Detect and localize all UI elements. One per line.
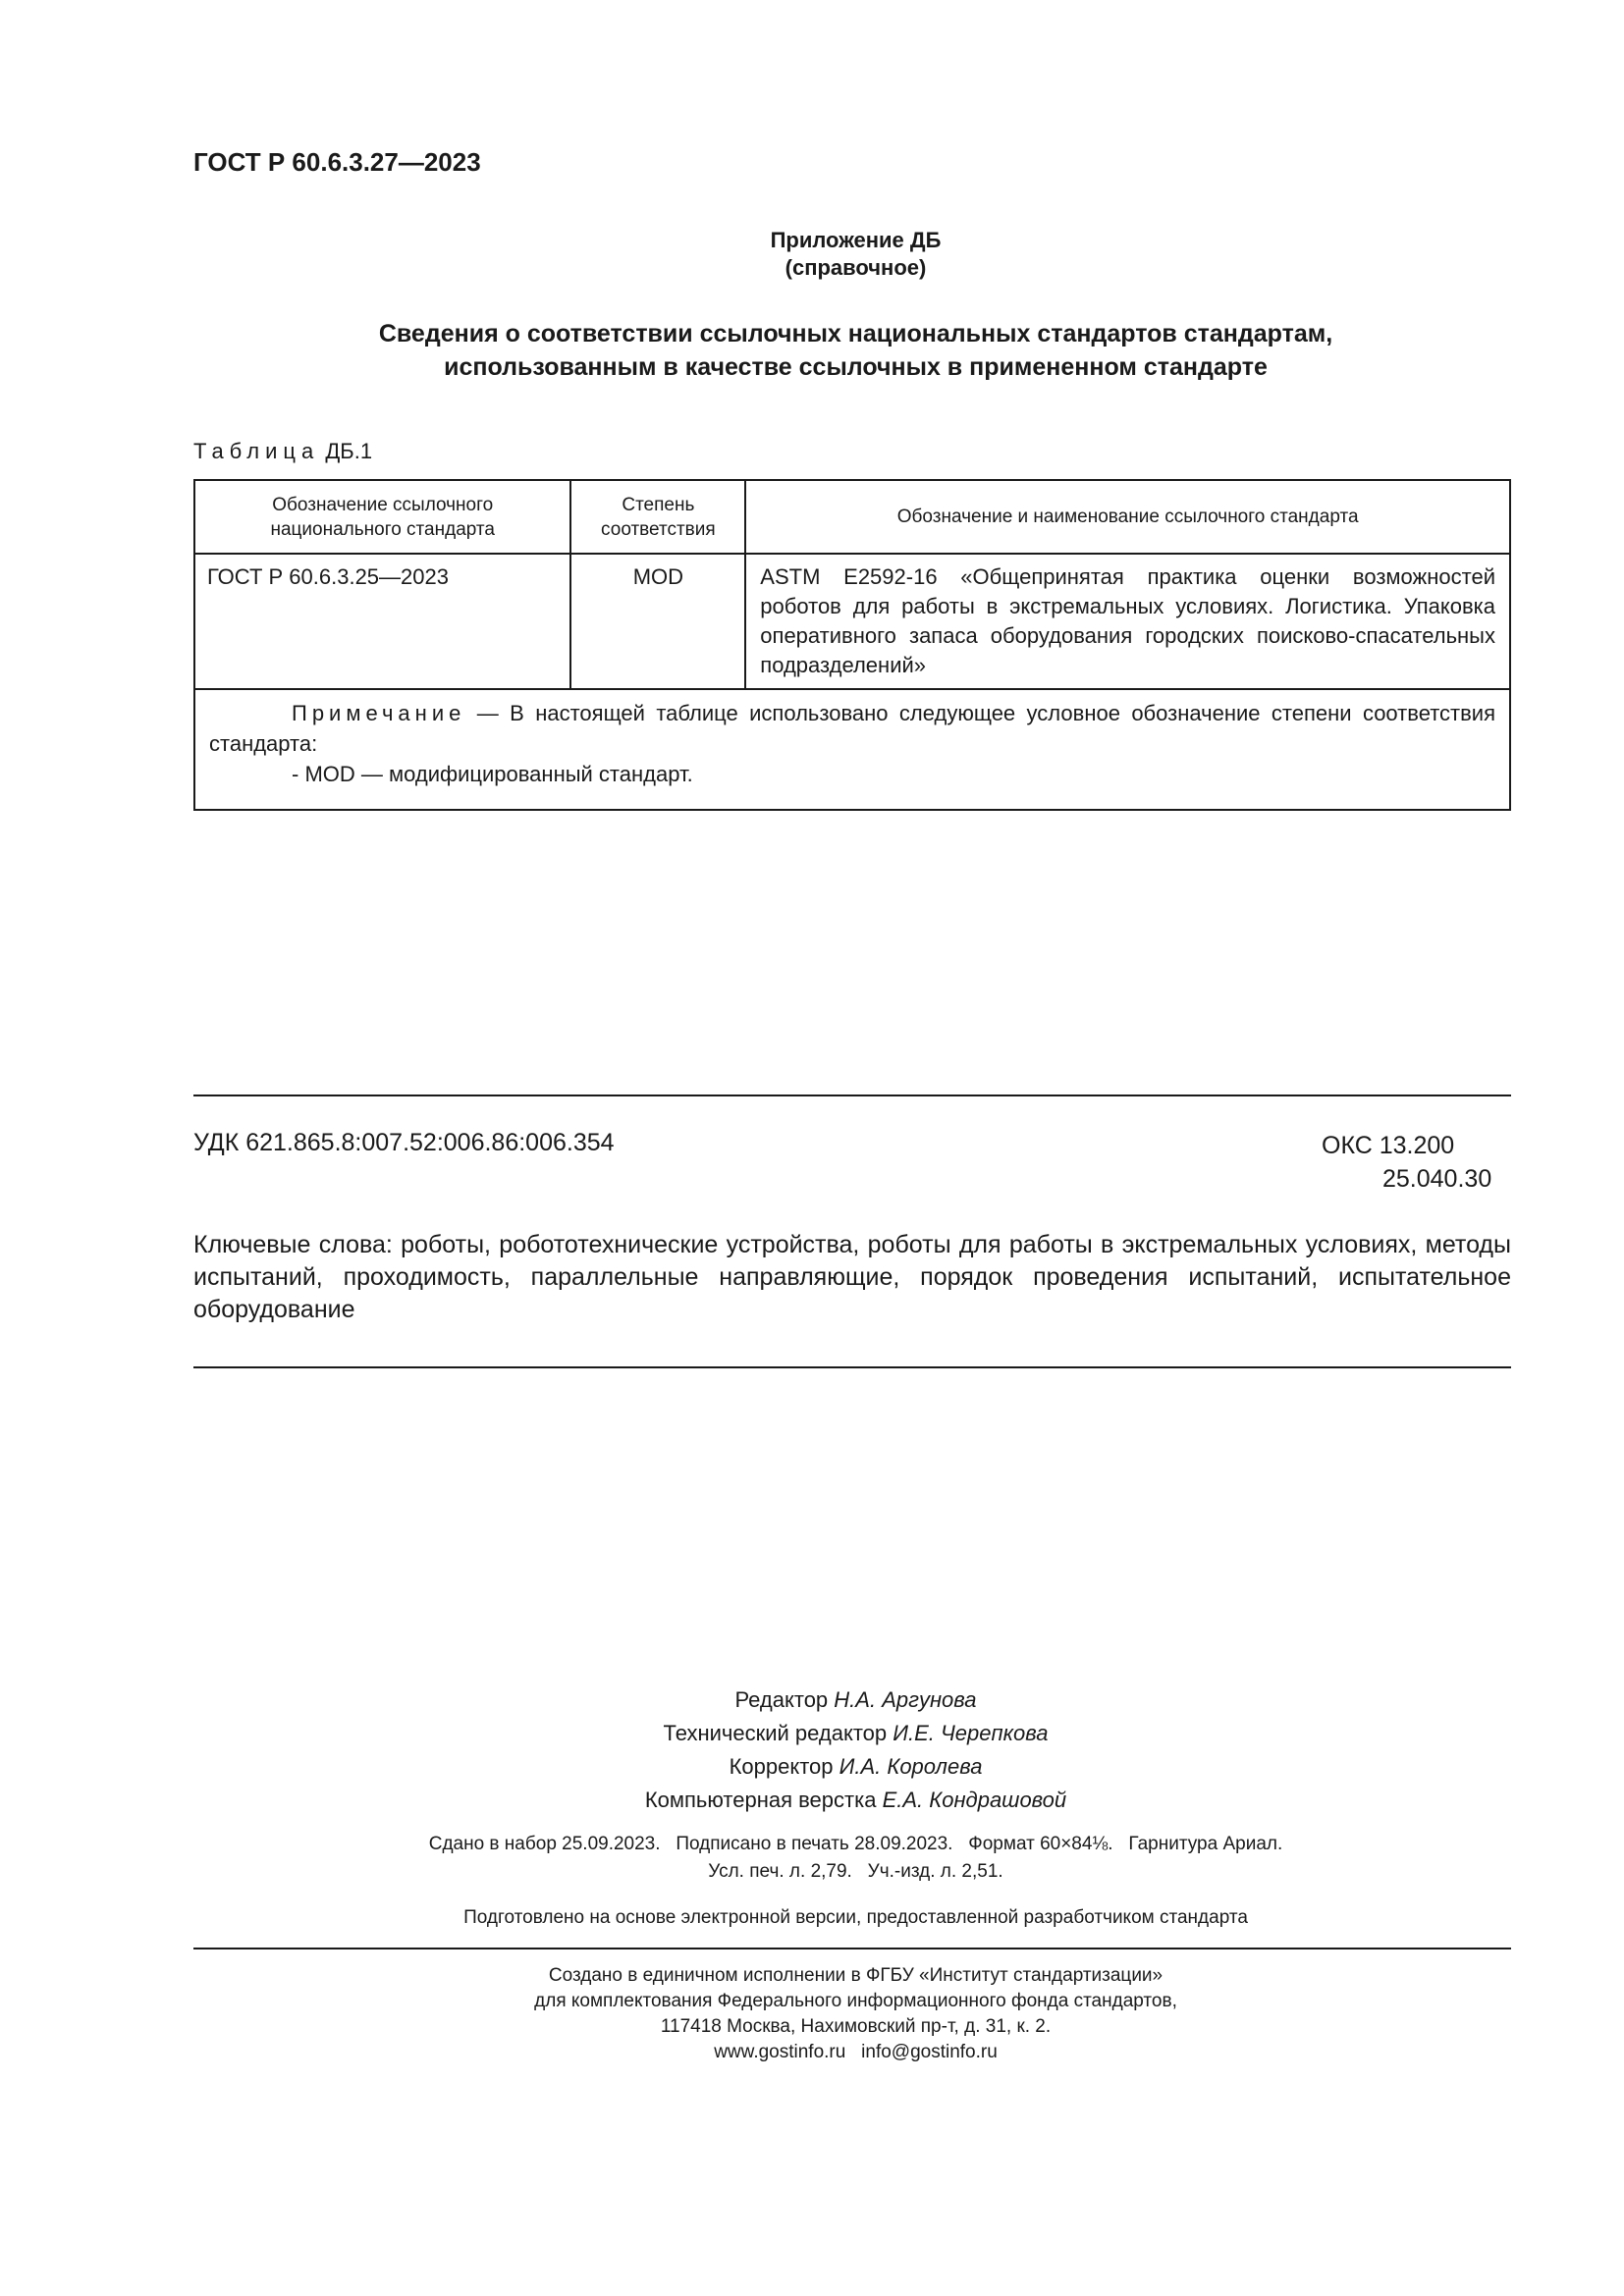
header-national-standard: [194, 480, 570, 554]
keywords: Ключевые слова: роботы, робототехнические устройства, роботы для работы в экстремальных условиях, методы испытаний, проходимость, параллельные направляющие, порядок проведения испытаний, испытательное оборудование: [193, 1231, 1511, 1323]
credit-corrector: [193, 1750, 1518, 1784]
oks-line2: 25.040.30: [1382, 1165, 1492, 1193]
print-info-line1: Сдано в набор 25.09.2023. Подписано в печать 28.09.2023. Формат 60×84⅛. Гарнитура Ариал.: [428, 1834, 1283, 1854]
credit-corrector-role: Корректор: [729, 1754, 839, 1779]
header-col2-line2: соответствия: [601, 518, 716, 540]
table-row: [194, 554, 1510, 689]
table-caption-word: Таблица: [193, 439, 320, 463]
note-item: - MOD — модифицированный стандарт.: [292, 762, 693, 786]
publisher-line1: Создано в единичном исполнении в ФГБУ «Институт стандартизации»: [548, 1965, 1164, 1986]
credit-tech-editor-name: И.Е. Черепкова: [893, 1721, 1049, 1745]
credit-corrector-name: И.А. Королева: [839, 1754, 983, 1779]
credit-layout-role: Компьютерная верстка: [644, 1788, 883, 1812]
note-label: Примечание: [292, 701, 466, 725]
prepared-note: Подготовлено на основе электронной версии, предоставленной разработчиком стандарта: [463, 1907, 1248, 1928]
publisher-line3: 117418 Москва, Нахимовский пр-т, д. 31, к. 2.: [660, 2016, 1052, 2037]
appendix-title: [193, 317, 1518, 384]
table-caption-number: ДБ.1: [325, 439, 373, 463]
publisher-line2: для комплектования Федерального информационного фонда стандартов,: [534, 1991, 1177, 2011]
note-text: В настоящей таблице использовано следующее условное обозначение степени соответствия стандарта:: [209, 701, 1495, 756]
oks-codes: [1322, 1129, 1491, 1196]
note-paragraph: [209, 698, 1495, 759]
credit-tech-editor-role: Технический редактор: [663, 1721, 893, 1745]
oks-line1: ОКС 13.200: [1322, 1132, 1455, 1159]
table-note-row: [194, 689, 1510, 810]
credits: [193, 1683, 1518, 1817]
cell-national-standard: ГОСТ Р 60.6.3.25—2023: [194, 554, 570, 689]
table-note: [194, 689, 1510, 810]
credit-layout-name: Е.А. Кондрашовой: [882, 1788, 1067, 1812]
table-header-row: [194, 480, 1510, 554]
print-info: [193, 1831, 1518, 1886]
appendix-title-line1: Сведения о соответствии ссылочных национальных стандартов стандартам,: [378, 320, 1333, 347]
credit-editor-name: Н.А. Аргунова: [834, 1687, 977, 1712]
document-code: ГОСТ Р 60.6.3.27—2023: [193, 147, 481, 177]
header-reference-standard: Обозначение и наименование ссылочного стандарта: [745, 480, 1510, 554]
divider-top: [193, 1095, 1511, 1096]
header-col2-line1: Степень: [622, 494, 695, 515]
udk-code: УДК 621.865.8:007.52:006.86:006.354: [193, 1129, 615, 1156]
header-col1-line2: национального стандарта: [270, 518, 495, 540]
appendix-title-line2: использованным в качестве ссылочных в примененном стандарте: [444, 353, 1268, 381]
appendix-kind: (справочное): [785, 255, 927, 280]
appendix-label: Приложение ДБ: [770, 228, 942, 252]
header-degree: [570, 480, 745, 554]
header-col1-line1: Обозначение ссылочного: [272, 494, 494, 515]
table-caption: [193, 439, 372, 464]
publisher-info: [193, 1963, 1518, 2065]
note-dash: —: [465, 701, 511, 725]
divider-bottom: [193, 1948, 1511, 1949]
reference-table: [193, 479, 1511, 811]
credit-layout: [193, 1784, 1518, 1817]
print-info-line2: Усл. печ. л. 2,79. Уч.-изд. л. 2,51.: [708, 1861, 1003, 1882]
divider-keywords: [193, 1366, 1511, 1368]
cell-degree: MOD: [570, 554, 745, 689]
credit-editor-role: Редактор: [734, 1687, 835, 1712]
publisher-links: www.gostinfo.ru info@gostinfo.ru: [714, 2042, 998, 2062]
appendix-heading: [193, 227, 1518, 282]
credit-tech-editor: [193, 1717, 1518, 1750]
cell-reference-standard: ASTM E2592-16 «Общепринятая практика оценки возможностей роботов для работы в экстремальных условиях. Логистика. Упаковка оперативного запаса оборудования городских поисково-спасательных подразделений»: [745, 554, 1510, 689]
credit-editor: [193, 1683, 1518, 1717]
